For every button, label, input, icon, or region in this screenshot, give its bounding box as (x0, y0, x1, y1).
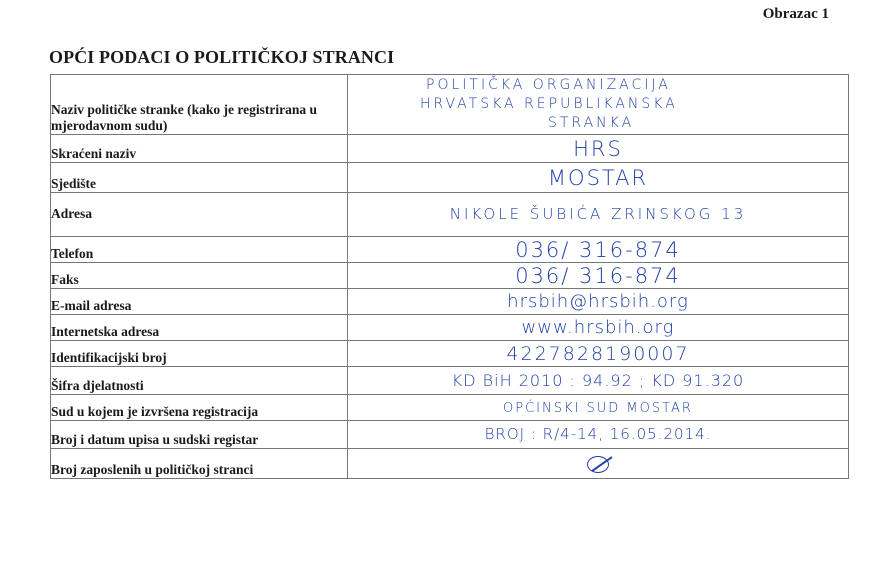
address-text: NIKOLE ŠUBIĆA ZRINSKOG 13 (449, 205, 747, 223)
slashed-zero-mark (587, 456, 609, 473)
activity-code-text: KD BiH 2010 : 94.92 ; KD 91.320 (451, 370, 745, 390)
short-name-text: HRS (573, 136, 623, 161)
form-title: OPĆI PODACI O POLITIČKOJ STRANCI (49, 47, 395, 67)
fax-label: Faks (51, 263, 348, 289)
table-row (51, 395, 849, 421)
seat-value (348, 163, 849, 193)
fax-value (348, 263, 849, 289)
id-number-value (348, 341, 849, 367)
address-value (348, 193, 849, 237)
email-value (348, 289, 849, 315)
table-row (51, 75, 849, 135)
table-row (51, 289, 849, 315)
table-row (51, 193, 849, 237)
email-label: E-mail adresa (51, 289, 348, 315)
address-label: Adresa (51, 193, 348, 237)
party-name-line-2: HRVATSKA REPUBLIKANSKA (420, 96, 678, 112)
short-name-value (348, 135, 849, 163)
party-name-value (348, 75, 849, 135)
activity-code-value (348, 367, 849, 395)
party-name-label: Naziv političke stranke (kako je registrirana u mjerodavnom sudu) (51, 75, 348, 135)
register-entry-label: Broj i datum upisa u sudski registar (51, 421, 348, 449)
table-row (51, 367, 849, 395)
website-label: Internetska adresa (51, 315, 348, 341)
form-number: Obrazac 1 (762, 6, 829, 22)
seat-label: Sjedište (51, 163, 348, 193)
registration-court-label: Sud u kojem je izvršena registracija (51, 395, 348, 421)
table-row (51, 421, 849, 449)
website-text: www.hrsbih.org (521, 317, 675, 338)
table-row (51, 237, 849, 263)
registration-court-text: OPĆINSKI SUD MOSTAR (503, 400, 693, 416)
table-row (51, 341, 849, 367)
website-value (348, 315, 849, 341)
table-row (51, 315, 849, 341)
phone-value (348, 237, 849, 263)
register-entry-text: BROJ : R/4-14, 16.05.2014. (484, 425, 712, 443)
table-row (51, 263, 849, 289)
short-name-label: Skraćeni naziv (51, 135, 348, 163)
party-name-line-1: POLITIČKA ORGANIZACIJA (426, 77, 671, 93)
party-name-line-3: STRANKA (548, 115, 635, 131)
phone-text: 036/ 316-874 (515, 237, 681, 262)
id-number-text: 4227828190007 (506, 342, 690, 365)
table-row (51, 135, 849, 163)
employees-label: Broj zaposlenih u političkoj stranci (51, 449, 348, 479)
registration-court-value (348, 395, 849, 421)
seat-text: MOSTAR (547, 165, 649, 190)
table-row (51, 163, 849, 193)
party-data-table (50, 74, 849, 479)
email-text: hrsbih@hrsbih.org (507, 291, 689, 312)
register-entry-value (348, 421, 849, 449)
employees-value (348, 449, 849, 479)
phone-label: Telefon (51, 237, 348, 263)
table-row (51, 449, 849, 479)
id-number-label: Identifikacijski broj (51, 341, 348, 367)
fax-text: 036/ 316-874 (515, 263, 681, 288)
activity-code-label: Šifra djelatnosti (51, 367, 348, 395)
